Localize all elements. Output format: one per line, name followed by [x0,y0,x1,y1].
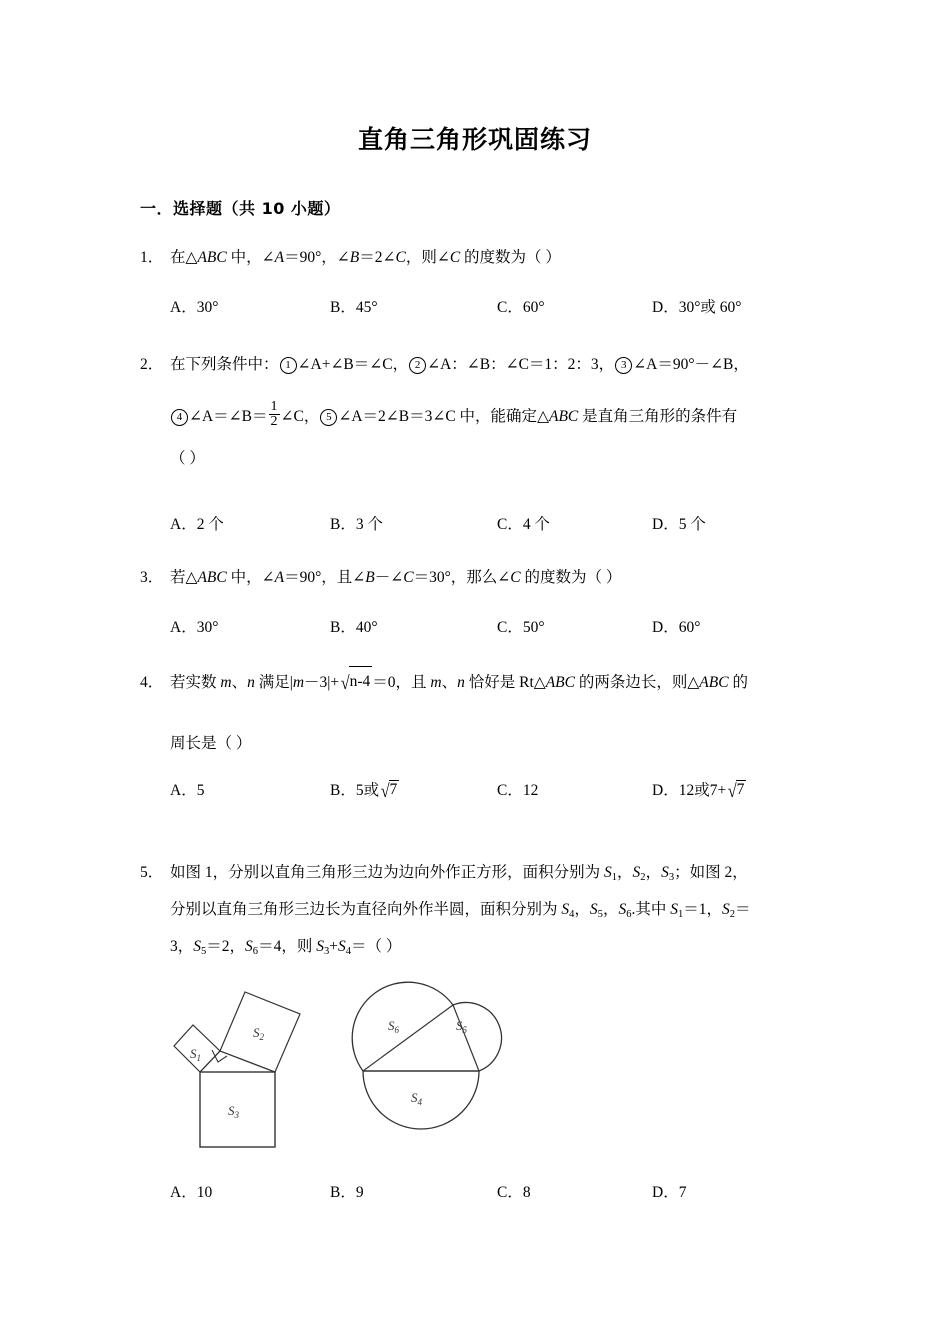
q5-l3a: 3， [170,938,194,956]
label-s3: $S_3$ [228,1103,239,1120]
q4-p3: 满足| [254,674,293,691]
q4-var-m: m [220,674,232,691]
q5-s1b-sub: 1 [677,909,684,921]
q4-p4: －3|+ [304,674,340,691]
q5-l1a: 如图 1，分别以直角三角形三边为边向外作正方形，面积分别为 [170,864,605,881]
option-1-a[interactable]: A．30° [170,299,219,316]
q4-var-m2: m [292,674,305,691]
q5-s6b-sub: 6 [252,946,259,958]
q4-p8: 的两条边长，则 [574,674,688,691]
q5-l2a: 分别以直角三角形三边长为直径向外作半圆，面积分别为 [170,901,562,919]
q2-intro: 在下列条件中： [170,356,279,373]
q5-s2b: S [722,901,730,919]
q2-cond-4b: ∠C， [280,408,320,425]
circled-number-1: 1 [280,357,297,374]
q5-s1b: S [670,901,678,919]
q2-cond-4a: ∠A＝∠B＝ [189,408,268,425]
q5-s4-sub: 4 [569,909,575,921]
q1-angle-b: B [349,249,360,266]
q5-l2c: ， [602,901,619,919]
question-4-line-2: 周长是（ ） [170,735,252,752]
q5-s5b: S [193,938,202,956]
q1-tail: ，则∠ [405,249,450,266]
triangle-symbol [537,408,549,425]
radicand: n-4 [349,666,373,697]
q5-l3b: ＝2， [206,938,246,956]
question-4 [140,667,840,759]
q5-l1d: ；如图 2， [674,864,748,881]
q4-p2: 、 [231,674,248,691]
q3-abc: ABC [197,569,227,586]
figure-1-svg [165,975,340,1150]
question-1-options [140,295,840,321]
fraction-one-half [269,400,280,430]
q5-s3: S [661,864,669,881]
q5-s4b: S [337,938,346,956]
triangle-leg-long [363,1005,453,1071]
question-5-line-1 [140,858,840,893]
option-1-c[interactable]: C．60° [497,299,545,316]
radical-sign-icon: √ [380,781,390,802]
semicircle-s6-shape [352,982,453,1071]
question-1-text [140,243,840,273]
q3-mid: 中，∠ [226,569,275,586]
option-3-a[interactable]: A．30° [170,619,219,636]
q2-cond-3: ∠A＝90°－∠B， [633,356,749,373]
q3-minus: －∠ [374,569,404,586]
q3-prefix: 若 [170,569,186,586]
question-5 [140,858,840,967]
circled-number-2: 2 [409,357,426,374]
q1-angle-c: C [395,249,406,266]
q3-angle-c2: C [510,569,521,586]
q4-abc1: ABC [545,674,575,691]
q5-s2b-sub: 2 [729,909,736,921]
q3-angle-b: B [365,569,375,586]
q3-angle-a: A [274,569,285,586]
q2-abc: ABC [548,408,579,425]
q5-s6: S [618,901,627,919]
radicand: 7 [389,781,398,798]
semicircle-s5-shape [453,1003,501,1071]
q2-cond-1: ∠A+∠B＝∠C， [297,356,409,373]
figure-2-svg [345,975,530,1150]
question-3 [140,563,840,593]
option-2-a[interactable]: A．2 个 [170,516,224,533]
question-5-line-3 [140,932,840,967]
question-5-options [140,1180,840,1206]
circled-number-3: 3 [615,357,632,374]
question-2-line-1 [140,350,840,380]
q4-var-n2: n [457,674,465,691]
q5-s5: S [589,901,598,919]
radicand: 7 [736,781,745,798]
question-2-number: 2． [140,356,164,373]
q1-mid: 中，∠ [226,249,275,266]
page-title: 直角三角形巩固练习 [357,125,592,154]
q5-l2f: ＝ [735,901,751,919]
option-5-b[interactable]: B．9 [330,1184,364,1201]
question-1 [140,243,840,273]
q5-l3d: + [329,938,338,956]
option-5-c[interactable]: C．8 [497,1184,531,1201]
q3-angle-c: C [403,569,414,586]
option-5-a[interactable]: A．10 [170,1184,213,1201]
question-3-text [140,563,840,593]
option-5-d[interactable]: D．7 [652,1184,687,1201]
option-3-c[interactable]: C．50° [497,619,545,636]
circled-number-5: 5 [320,409,337,426]
triangle-symbol [186,569,198,586]
square-s1-shape [174,1025,220,1072]
q1-eq1: ＝90°，∠ [284,249,350,266]
q5-s3b-sub: 3 [323,946,330,958]
option-1-d[interactable]: D．30°或 60° [652,299,742,316]
figure-1-squares [165,975,340,1150]
q4-p7: 恰好是 Rt [464,674,534,691]
q5-s5-sub: 5 [597,909,603,921]
q5-l1b: ， [617,864,633,881]
q4-abc2: ABC [699,674,729,691]
square-root-7 [726,781,746,803]
circled-number-4: 4 [171,409,188,426]
question-5-line-2 [140,895,840,930]
fraction-denominator: 2 [270,414,278,430]
q2-cond-2: ∠A：∠B：∠C＝1：2：3， [427,356,615,373]
option-2-b[interactable]: B．3 个 [330,516,383,533]
q3-end: 的度数为（ ） [520,569,622,586]
question-4-line-1 [140,667,840,699]
q2-cond-5: ∠A＝2∠B＝3∠C 中，能确定 [338,408,538,425]
q4-var-n: n [247,674,255,691]
triangle-leg-2 [220,1051,275,1072]
q5-l1c: ， [645,864,662,881]
q5-l2b: ， [574,901,590,919]
q1-end: 的度数为（ ） [460,249,561,266]
q3-eq1: ＝90°，且∠ [284,569,366,586]
option-1-b[interactable]: B．45° [330,299,378,316]
q4-var-m3: m [430,674,442,691]
q5-s4: S [561,901,570,919]
question-2 [140,350,840,474]
q4-p5: ＝0，且 [372,674,431,691]
q5-l3e: ＝（ ） [350,938,402,956]
figures-container [140,975,840,1155]
q4-p1: 若实数 [170,674,221,691]
figure-2-semicircles [345,975,530,1150]
question-2-options [140,512,840,538]
q5-s3b: S [316,938,324,956]
option-4-b[interactable]: B．5或√7 [330,781,398,802]
square-root-expression [339,667,372,699]
label-s5: $S_5$ [456,1018,467,1035]
radical-sign-icon: √ [340,673,350,694]
q5-l2d: .其中 [631,901,671,919]
q1-angle-c2: C [449,249,461,266]
question-4-number: 4． [140,674,164,691]
question-1-number: 1． [140,249,164,266]
label-s2: $S_2$ [253,1025,264,1042]
triangle-symbol [186,249,198,266]
triangle-symbol [687,674,699,691]
q5-s6-sub: 6 [626,909,632,921]
q5-s1: S [604,864,612,881]
radical-sign-icon: √ [727,781,737,802]
q1-abc: ABC [197,249,227,266]
q5-s2: S [632,864,641,881]
q5-s6b: S [245,938,253,956]
option-2-c[interactable]: C．4 个 [497,516,550,533]
question-3-number: 3． [140,569,164,586]
q1-prefix: 在 [170,249,186,266]
question-4-options [140,778,840,804]
question-2-line-2 [140,399,840,432]
option-2-d[interactable]: D．5 个 [652,516,706,533]
triangle-leg-1 [200,1051,220,1072]
q5-l2e: ＝1， [683,901,723,919]
q2-tail: 是直角三角形的条件有 [578,408,738,425]
label-s4: $S_4$ [411,1090,422,1107]
q1-eq2: ＝2∠ [359,249,396,266]
option-3-d[interactable]: D．60° [652,619,701,636]
square-root-7 [379,781,399,803]
option-4-c[interactable]: C．12 [497,782,539,799]
q4-p9: 的 [728,674,748,691]
fraction-numerator: 1 [270,399,278,415]
section-header-choice: 一．选择题（共 10 小题） [140,199,341,218]
q5-l3c: ＝4，则 [258,938,317,956]
q5-s5b-sub: 5 [201,946,207,958]
triangle-symbol [534,674,546,691]
q1-angle-a: A [274,249,285,266]
question-3-options [140,615,840,641]
label-s6: $S_6$ [388,1018,399,1035]
q4-p6: 、 [441,674,458,691]
option-4-d[interactable]: D．12或7+√7 [652,781,745,802]
q5-s1-sub: 1 [611,872,618,884]
q5-s3-sub: 3 [668,872,675,884]
label-s1: $S_1$ [190,1046,201,1063]
option-3-b[interactable]: B．40° [330,619,378,636]
option-4-a[interactable]: A．5 [170,782,205,799]
q3-eq2: ＝30°，那么∠ [413,569,511,586]
triangle-leg-short [453,1005,479,1071]
question-2-line-3: （ ） [170,450,205,467]
q5-s4b-sub: 4 [345,946,351,958]
q5-s2-sub: 2 [640,872,646,884]
question-5-number: 5． [140,864,164,881]
